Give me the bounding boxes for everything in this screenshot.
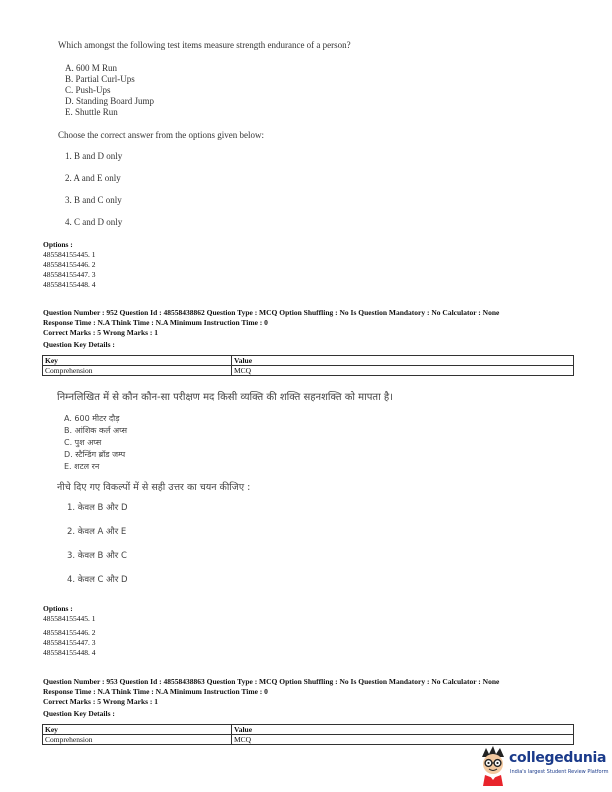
brand-name: collegedunia [509, 750, 607, 766]
options-header: Options : [43, 604, 73, 613]
question-item: B. आंशिक कर्ल अप्स [64, 426, 128, 435]
question-item: C. पुश अप्स [64, 438, 102, 447]
table-cell: MCQ [232, 735, 574, 745]
option-ids-block [43, 240, 96, 290]
meta-line: Question Key Details : [43, 709, 115, 718]
table-header-row [43, 725, 574, 735]
question-item: C. Push-Ups [65, 85, 111, 95]
question-stem: निम्नलिखित में से कौन कौन-सा परीक्षण मद किसी व्यक्ति की शक्ति सहनशक्ति को मापता है। [57, 392, 393, 403]
meta-line: Response Time : N.A Think Time : N.A Minimum Instruction Time : 0 [43, 318, 268, 327]
key-details-table [42, 355, 574, 376]
table-cell: Comprehension [43, 735, 232, 745]
answer-options [57, 502, 393, 598]
brand-tagline: India's largest Student Review Platform [510, 769, 609, 775]
answer-option: 4. C and D only [65, 217, 123, 227]
collegedunia-logo[interactable] [477, 745, 607, 789]
answer-option: 1. B and D only [65, 151, 123, 161]
option-id-line: 485584155445. 1 [43, 250, 96, 259]
table-cell: MCQ [232, 366, 574, 376]
question-items [65, 63, 351, 118]
table-cell: Key [43, 356, 232, 366]
mascot-icon [477, 745, 509, 787]
table-cell: Comprehension [43, 366, 232, 376]
option-id-line: 485584155446. 2 [43, 628, 96, 637]
answer-options [58, 151, 351, 239]
question-item: E. शटल रन [64, 462, 100, 471]
question-item: D. स्टैन्डिंग ब्रॉड जम्प [64, 450, 126, 459]
answer-option: 3. B and C only [65, 195, 122, 205]
option-id-line: 485584155446. 2 [43, 260, 96, 269]
question-item: E. Shuttle Run [65, 107, 118, 117]
table-row [43, 735, 574, 745]
answer-option: 3. केवल B और C [67, 551, 127, 561]
question-meta [43, 308, 499, 350]
answer-option: 2. A and E only [65, 173, 121, 183]
option-id-line: 485584155447. 3 [43, 270, 96, 279]
question-items [64, 413, 393, 473]
meta-line: Correct Marks : 5 Wrong Marks : 1 [43, 328, 159, 337]
question-stem: Which amongst the following test items measure strength endurance of a person? [58, 40, 351, 50]
choose-instruction: Choose the correct answer from the options given below: [58, 130, 264, 140]
question-item: A. 600 M Run [65, 63, 118, 73]
answer-option: 1. केवल B और D [67, 503, 128, 513]
table-cell: Key [43, 725, 232, 735]
meta-line: Question Key Details : [43, 340, 115, 349]
table-cell: Value [232, 725, 574, 735]
question-item: B. Partial Curl-Ups [65, 74, 135, 84]
question-item: A. 600 मीटर दौड़ [64, 414, 120, 423]
question-meta [43, 677, 499, 719]
table-header-row [43, 356, 574, 366]
key-details-table [42, 724, 574, 745]
option-id-line: 485584155448. 4 [43, 648, 96, 657]
question-hindi [57, 391, 393, 598]
question-item: D. Standing Board Jump [65, 96, 154, 106]
option-ids-block [43, 604, 96, 658]
table-row [43, 366, 574, 376]
answer-option: 4. केवल C और D [67, 575, 128, 585]
options-header: Options : [43, 240, 73, 249]
meta-line: Response Time : N.A Think Time : N.A Minimum Instruction Time : 0 [43, 687, 268, 696]
answer-option: 2. केवल A और E [67, 527, 127, 537]
meta-line: Question Number : 953 Question Id : 48558438863 Question Type : MCQ Option Shuffling : No Is Question Mandatory : No Calculator : None [43, 677, 500, 686]
option-id-line: 485584155445. 1 [43, 614, 96, 623]
table-cell: Value [232, 356, 574, 366]
meta-line: Correct Marks : 5 Wrong Marks : 1 [43, 697, 159, 706]
option-id-line: 485584155447. 3 [43, 638, 96, 647]
meta-line: Question Number : 952 Question Id : 48558438862 Question Type : MCQ Option Shuffling : No Is Question Mandatory : No Calculator : None [43, 308, 500, 317]
choose-instruction: नीचे दिए गए विकल्पों में से सही उत्तर का चयन कीजिए : [57, 482, 251, 493]
option-id-line: 485584155448. 4 [43, 280, 96, 289]
question-english [58, 40, 351, 239]
